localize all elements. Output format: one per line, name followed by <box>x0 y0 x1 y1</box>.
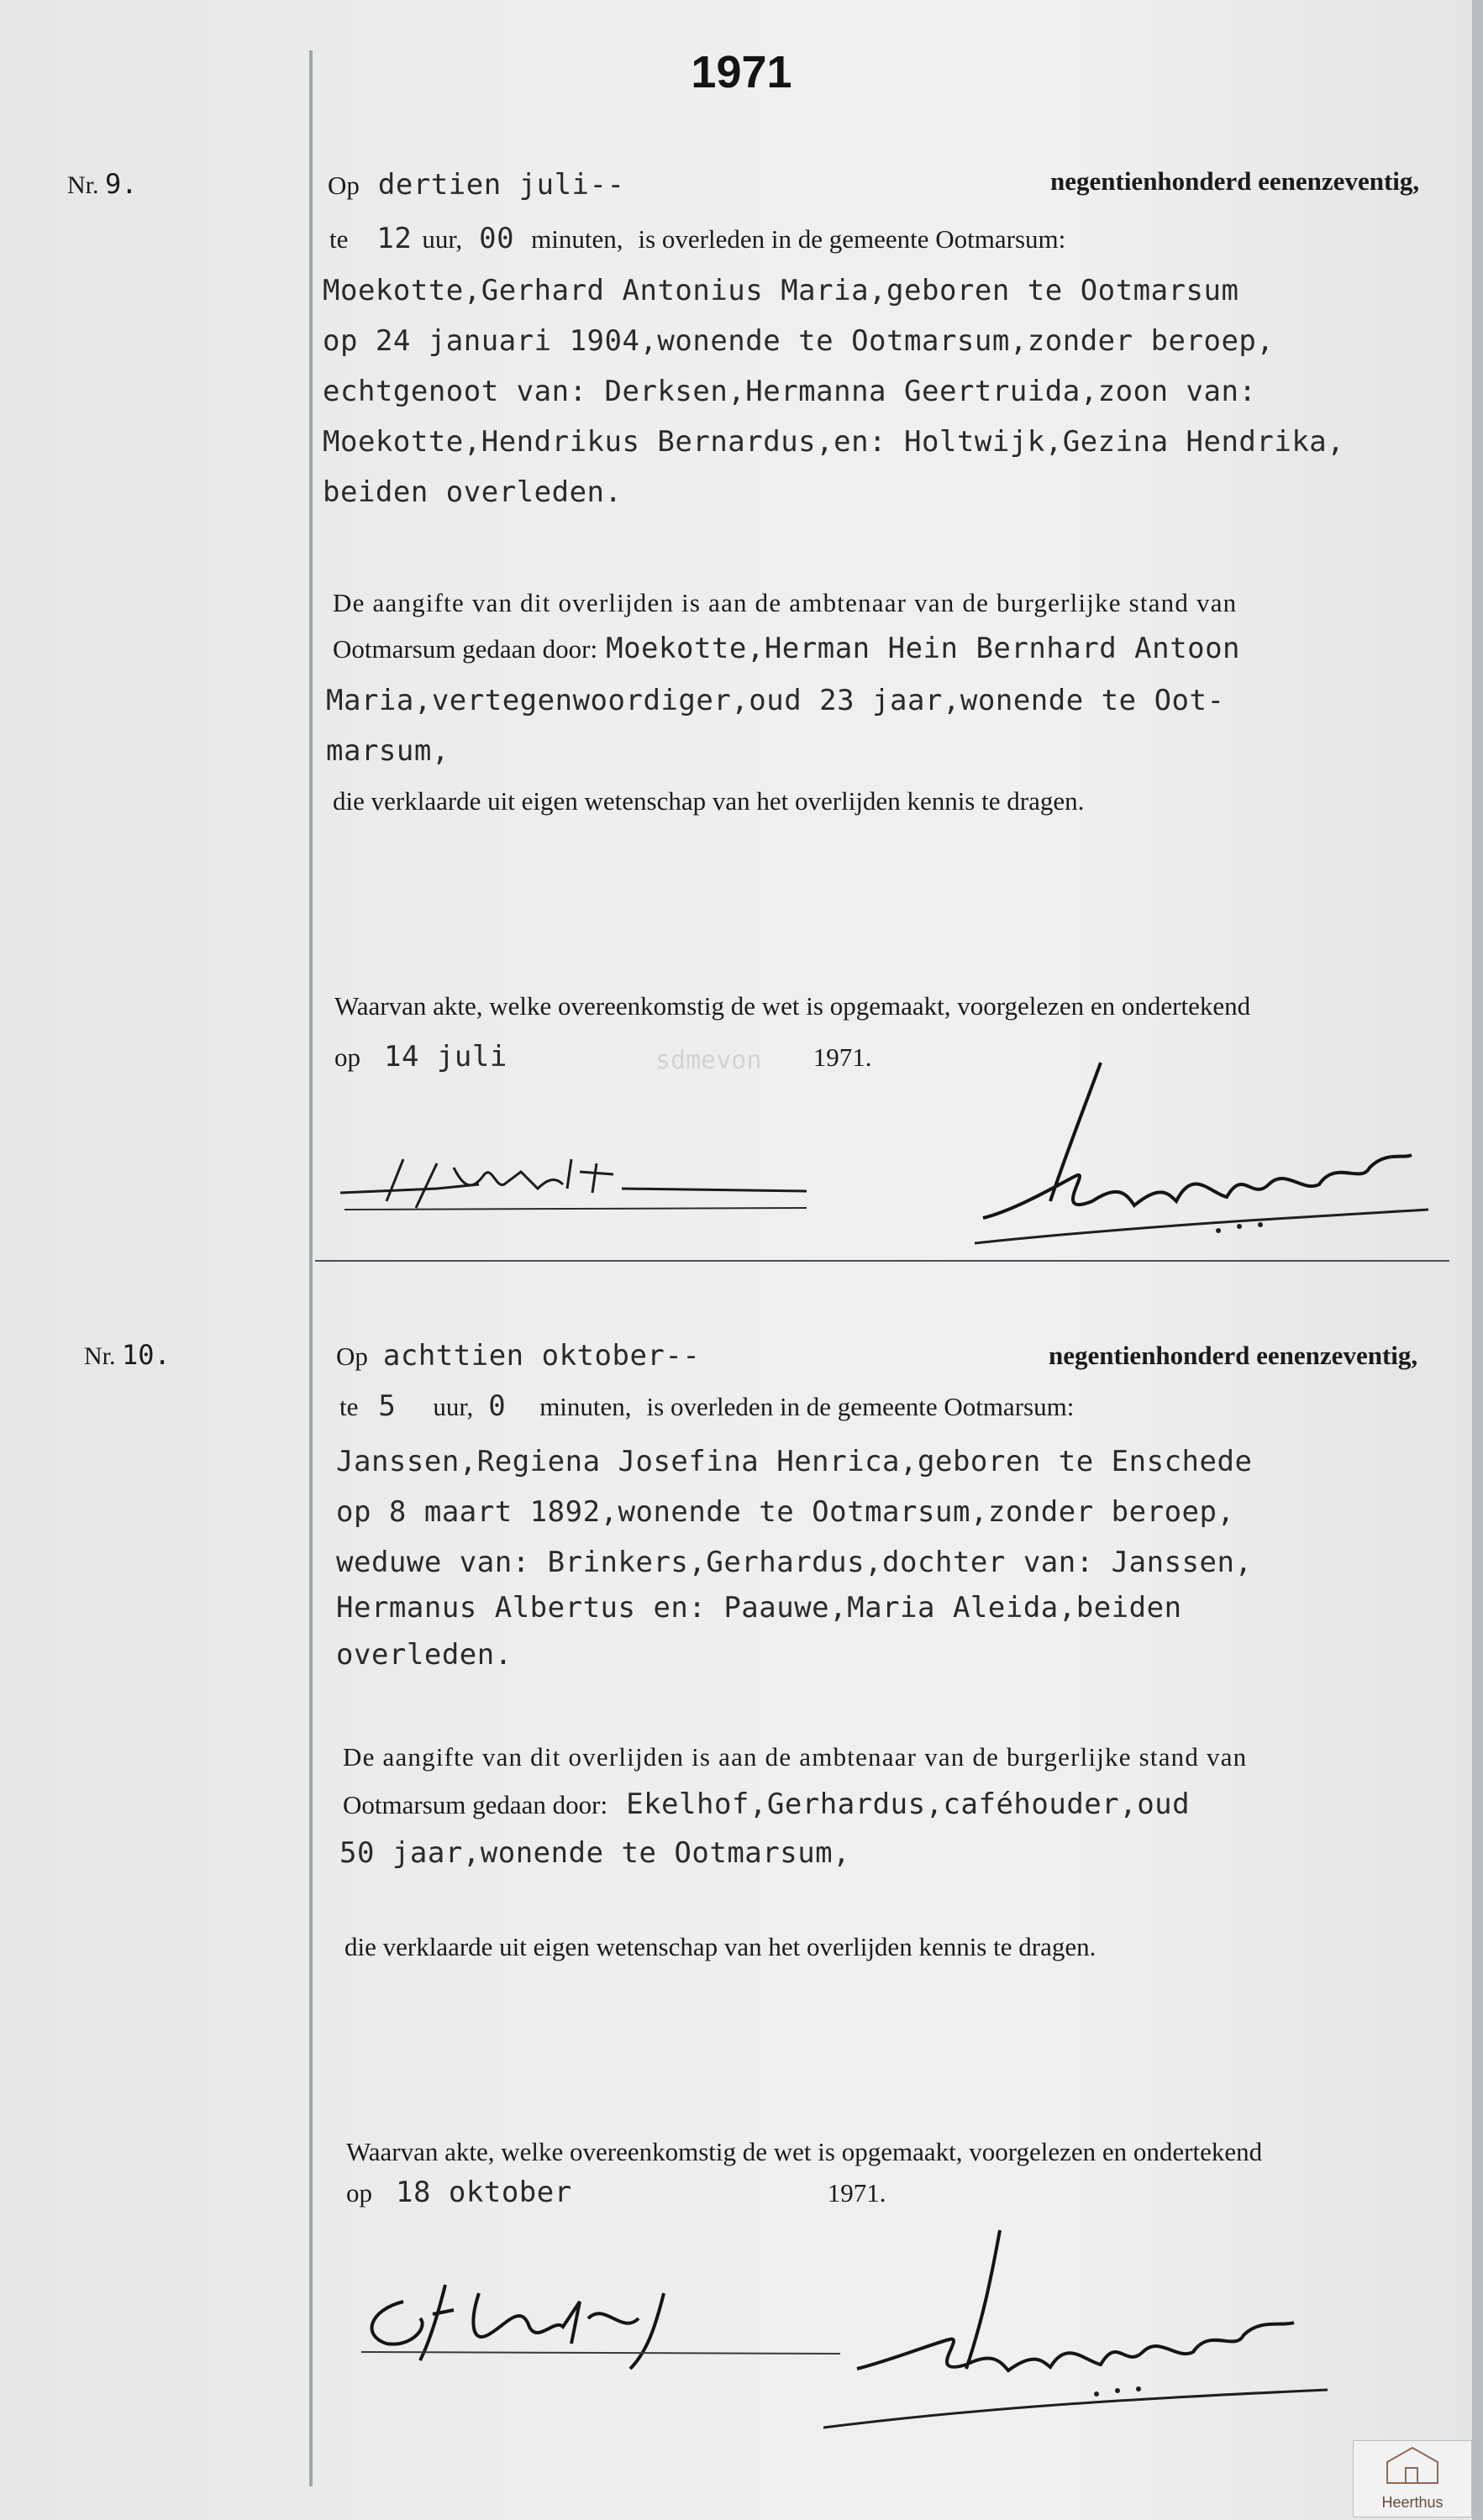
detail-line: Moekotte,Hendrikus Bernardus,en: Holtwijk,Gezina Hendrika, <box>323 425 1345 459</box>
nr-value: 10. <box>122 1339 171 1371</box>
detail-line: overleden. <box>336 1638 513 1672</box>
signature-moekotte <box>336 1142 823 1218</box>
verklaarde-line: die verklaarde uit eigen wetenschap van het overlijden kennis te dragen. <box>333 786 1085 816</box>
aangifte-line: De aangifte van dit overlijden is aan de ambtenaar van de burgerlijke stand van <box>343 1742 1248 1772</box>
minutes: 00 <box>479 222 515 255</box>
waarvan-line: Waarvan akte, welke overeenkomstig de wet is opgemaakt, voorgelezen en ondertekend <box>346 2137 1263 2166</box>
declarant-line: 50 jaar,wonende te Ootmarsum, <box>339 1836 851 1870</box>
detail-line: Janssen,Regiena Josefina Henrica,geboren te Enschede <box>336 1445 1253 1478</box>
aangifte-line: De aangifte van dit overlijden is aan de ambtenaar van de burgerlijke stand van <box>333 588 1238 617</box>
minutes: 0 <box>488 1389 507 1423</box>
signed-year: 1971. <box>827 2178 886 2208</box>
entry10-declarant-line1 <box>343 1788 1190 1821</box>
verklaarde-line: die verklaarde uit eigen wetenschap van het overlijden kennis te dragen. <box>344 1932 1096 1961</box>
overleden-phrase: is overleden in de gemeente Ootmarsum: <box>646 1392 1075 1421</box>
entry-number-9 <box>67 168 138 200</box>
entry9-declarant-line1 <box>333 632 1240 665</box>
nr-label: Nr. <box>84 1342 116 1370</box>
time-te: te <box>339 1392 359 1421</box>
uur-label: uur, <box>422 224 463 254</box>
entry10-signed-line <box>346 2176 886 2209</box>
aangifte-prefix: Ootmarsum gedaan door: <box>343 1790 608 1819</box>
signed-year: 1971. <box>812 1042 872 1072</box>
entry9-time-line <box>329 222 1065 255</box>
signature-vandestege <box>966 1058 1437 1260</box>
overleden-phrase: is overleden in de gemeente Ootmarsum: <box>638 224 1066 254</box>
signed-date: 18 oktober <box>396 2176 572 2209</box>
minuten-label: minuten, <box>531 224 623 254</box>
entry9-opening <box>328 168 624 202</box>
page-edge <box>1472 0 1483 2520</box>
entry-number-10 <box>84 1339 171 1371</box>
time-te: te <box>329 224 349 254</box>
detail-line: op 8 maart 1892,wonende te Ootmarsum,zonder beroep, <box>336 1495 1235 1529</box>
date-written: achttien oktober-- <box>382 1339 701 1373</box>
bleed-through-text: sdmevon <box>655 1046 762 1075</box>
watermark-logo <box>1353 2440 1472 2517</box>
hour: 5 <box>378 1389 397 1423</box>
declarant-line: marsum, <box>326 734 450 768</box>
detail-line: beiden overleden. <box>323 475 623 509</box>
declarant-line: Ekelhof,Gerhardus,caféhouder,oud <box>626 1788 1191 1821</box>
detail-line: weduwe van: Brinkers,Gerhardus,dochter van: Janssen, <box>336 1546 1253 1579</box>
house-icon <box>1354 2441 1471 2491</box>
nr-value: 9. <box>105 168 138 200</box>
detail-line: op 24 januari 1904,wonende te Ootmarsum,zonder beroep, <box>323 324 1275 358</box>
entry9-signed-line <box>334 1040 872 1074</box>
hour: 12 <box>376 222 413 255</box>
op-label: op <box>346 2178 372 2208</box>
entry10-time-line <box>339 1389 1074 1423</box>
uur-label: uur, <box>433 1392 474 1421</box>
declarant-line: Moekotte,Herman Hein Bernhard Antoon <box>606 632 1241 665</box>
signed-date: 14 juli <box>384 1040 507 1074</box>
year-words: negentienhonderd eenenzeventig, <box>1049 1341 1418 1370</box>
watermark-text: Heerthus <box>1381 2494 1444 2511</box>
signature-ekelhof <box>353 2268 849 2377</box>
minuten-label: minuten, <box>539 1392 632 1421</box>
detail-line: Hermanus Albertus en: Paauwe,Maria Aleida,beiden <box>336 1591 1182 1625</box>
year-words: negentienhonderd eenenzeventig, <box>1050 166 1420 196</box>
opening-op: Op <box>336 1341 368 1371</box>
waarvan-line: Waarvan akte, welke overeenkomstig de wet is opgemaakt, voorgelezen en ondertekend <box>334 991 1251 1021</box>
aangifte-prefix: Ootmarsum gedaan door: <box>333 634 598 664</box>
signature-vandestege <box>823 2226 1344 2436</box>
entry10-opening <box>336 1339 700 1373</box>
margin-line <box>309 50 313 2486</box>
opening-op: Op <box>328 171 360 200</box>
entry-divider <box>315 1260 1449 1262</box>
op-label: op <box>334 1042 360 1072</box>
date-written: dertien juli-- <box>377 168 625 202</box>
nr-label: Nr. <box>67 171 99 199</box>
page-year: 1971 <box>691 47 792 97</box>
detail-line: echtgenoot van: Derksen,Hermanna Geertruida,zoon van: <box>323 375 1257 408</box>
declarant-line: Maria,vertegenwoordiger,oud 23 jaar,wonende te Oot- <box>326 684 1225 717</box>
detail-line: Moekotte,Gerhard Antonius Maria,geboren te Ootmarsum <box>323 274 1239 307</box>
